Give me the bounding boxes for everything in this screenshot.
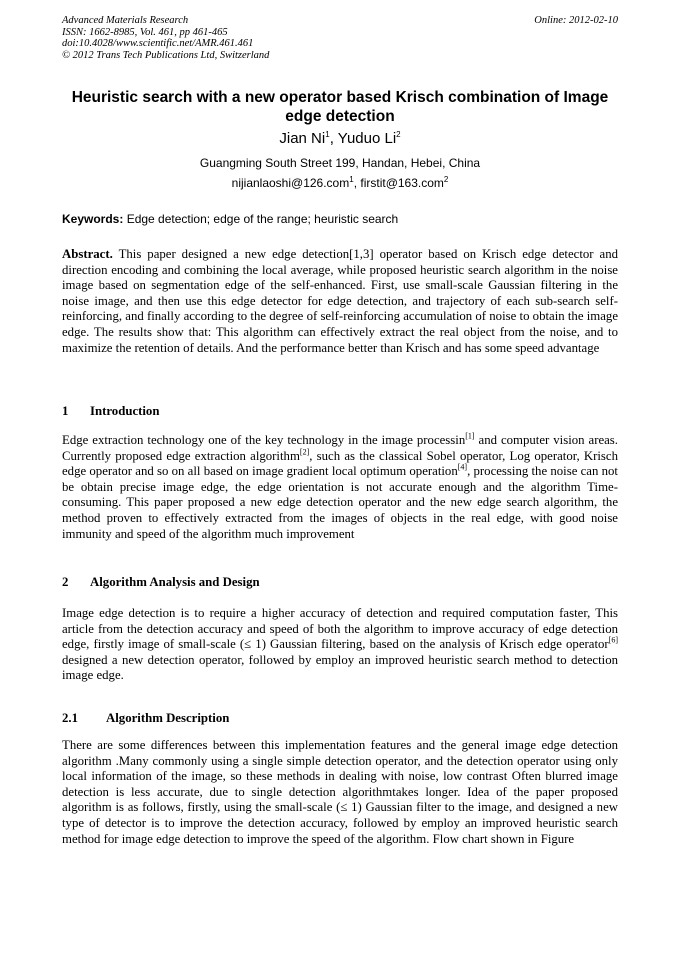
author-line (62, 129, 618, 149)
section-title: Introduction (90, 404, 160, 418)
section-title: Algorithm Description (106, 711, 230, 725)
journal-header (62, 15, 618, 61)
citation: [2] (299, 447, 310, 457)
design-paragraph (62, 606, 618, 684)
online-date: Online: 2012-02-10 (534, 15, 618, 26)
citation: [6] (608, 635, 618, 645)
keywords-text: Edge detection; edge of the range; heuristic search (123, 212, 399, 226)
paragraph-text: designed a new detection operator, followed by employ an improved heuristic search method to detection image edge. (62, 652, 618, 683)
paper-title: Heuristic search with a new operator based Krisch combination of Image edge detection (71, 89, 609, 125)
paragraph-text: and computer vision areas. Currently proposed edge extraction algorithm (62, 433, 618, 463)
section-heading-introduction (62, 404, 159, 419)
email-mark: 1 (349, 175, 354, 184)
author-name: Jian Ni (279, 130, 326, 147)
paragraph-text: , such as the classical Sobel operator, Log operator, Krisch edge operator and so on all based on image gradient local optimum operation (62, 448, 618, 479)
section-heading-algorithm-analysis (62, 575, 260, 590)
author-separator: , (329, 130, 338, 147)
author-affiliation-mark: 2 (396, 130, 401, 139)
email-address: nijianlaoshi@126.com (231, 176, 350, 190)
section-number: 1 (62, 404, 69, 418)
introduction-paragraph (62, 433, 618, 542)
keywords-label: Keywords: (62, 212, 124, 226)
description-paragraph (62, 738, 618, 847)
paragraph-text: Edge extraction technology one of the key technology in the image processin (62, 433, 466, 447)
section-title: Algorithm Analysis and Design (90, 575, 260, 589)
paragraph-text: , processing the noise can not be obtain precise image edge, the edge orientation is not accurate enough and the algorithm Time-consuming. This paper proposed a new edge detection operator and the new edge search algorithm, the method proven to effectively extracted from the images of objects in the real edge, with good noise immunity and speed of the algorithm much improvement (62, 464, 618, 541)
subsection-heading-algorithm-description (62, 711, 229, 726)
citation: [1] (465, 431, 475, 441)
journal-name: Advanced Materials Research (62, 15, 189, 26)
affiliation: Guangming South Street 199, Handan, Hebei, China (199, 156, 481, 170)
section-number: 2.1 (62, 711, 78, 725)
email-separator: , (353, 176, 361, 190)
journal-copyright: © 2012 Trans Tech Publications Ltd, Switzerland (62, 49, 270, 61)
email-mark: 2 (443, 175, 449, 184)
email-line (62, 176, 618, 191)
section-number: 2 (62, 575, 69, 589)
author-name: Yuduo Li (337, 130, 397, 147)
citation: [4] (457, 462, 468, 472)
keywords (62, 212, 618, 227)
author-affiliation-mark: 1 (325, 130, 330, 139)
email-address: firstit@163.com (360, 176, 444, 190)
abstract (62, 247, 618, 356)
paragraph-text: There are some differences between this implementation features and the general image edge detection algorithm .Many commonly using a single simple detection operator, and the detection operator using only local information of the image, so these methods in dealing with noise, low contrast Often blurred image detection is less accurate, due to single detection algorithmtakes longer. Idea of the paper proposed algorithm is as follows, firstly, using the small-scale (≤ 1) Gaussian filter to the image, and designed a new type of detector is to improve the detection accuracy, followed by employ an improved heuristic search method for image edge detection to improve the speed of the algorithm. Flow chart shown in Figure (62, 738, 618, 846)
journal-doi: doi:10.4028/www.scientific.net/AMR.461.461 (62, 38, 254, 49)
abstract-label: Abstract. (62, 247, 113, 261)
journal-issn: ISSN: 1662-8985, Vol. 461, pp 461-465 (62, 26, 228, 38)
paragraph-text: Image edge detection is to require a higher accuracy of detection and required computation faster, This article from the detection accuracy and speed of both the algorithm to improve accuracy of edge detection edge, firstly image of small-scale (≤ 1) Gaussian filtering, based on the analysis of Krisch edge operator (62, 606, 618, 652)
abstract-text: This paper designed a new edge detection[1,3] operator based on Krisch edge detector and direction encoding and combining the local average, while proposed heuristic search algorithm in the noise image based on segmentation edge of the self-enhanced. First, use small-scale Gaussian filtering in the noise image, and then use this edge detector for edge detection, and trajectory of each sub-search self-reinforcing, and finally according to the degree of self-reinforcing accumulation of noise to obtain the image edge. The results show that: This algorithm can effectively extract the real object from the noise, and to maximize the retention of details. And the performance better than Krisch and has some speed advantage (62, 247, 618, 355)
